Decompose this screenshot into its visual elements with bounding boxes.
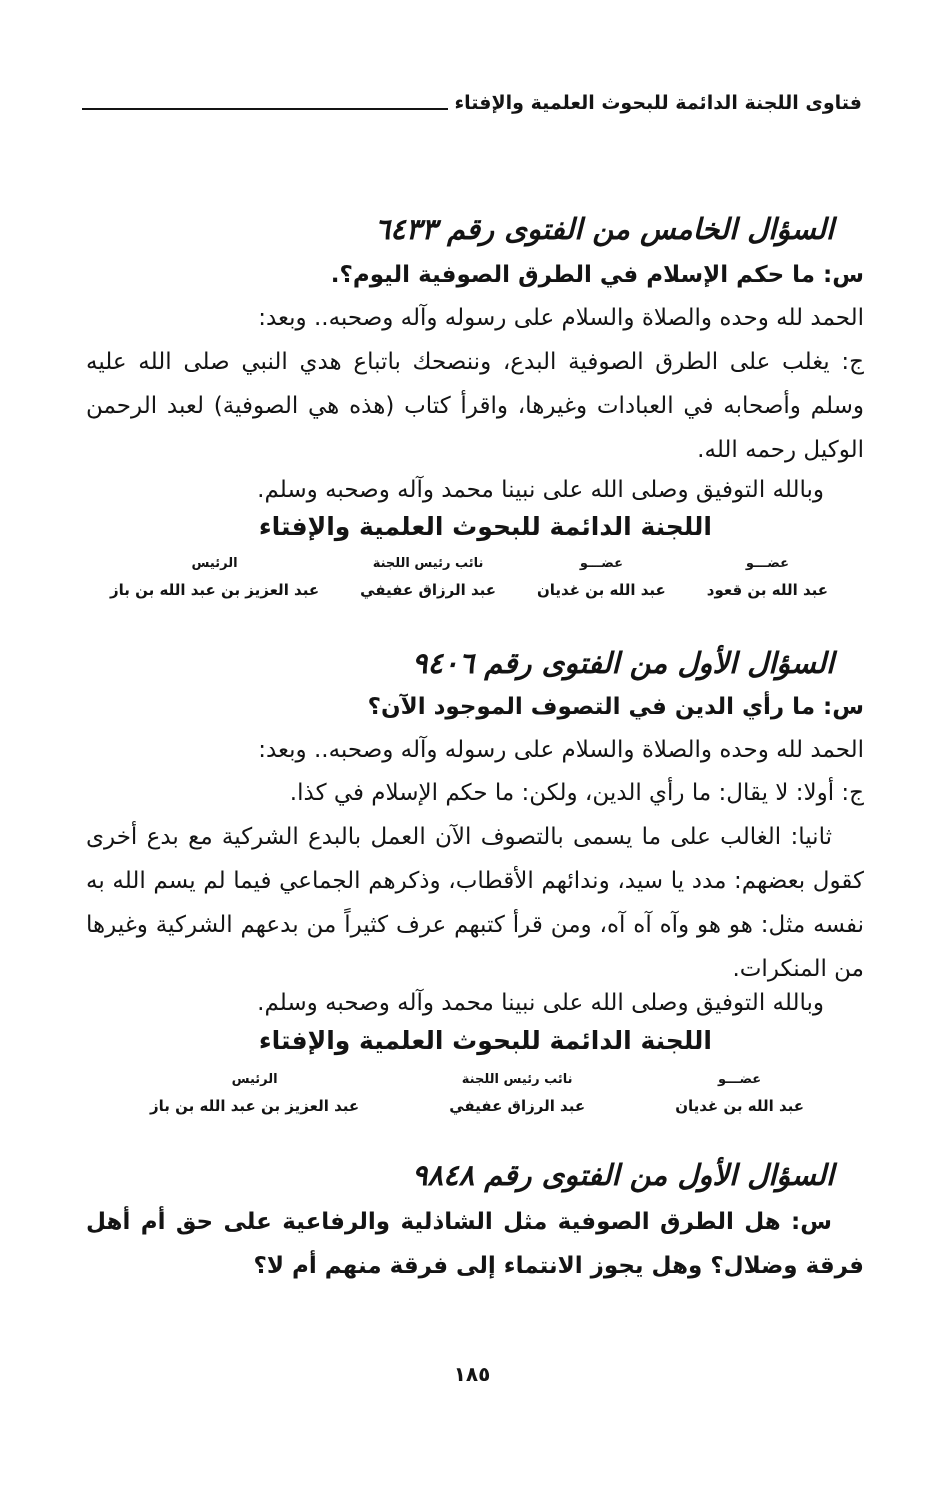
signatory-name: عبد الرزاق عفيفي <box>449 1097 586 1115</box>
running-header-rule <box>82 108 448 110</box>
committee-name: اللجنة الدائمة للبحوث العلمية والإفتاء <box>258 512 712 541</box>
running-header-title: فتاوى اللجنة الدائمة للبحوث العلمية والإفتاء <box>454 92 862 114</box>
signatory-name: عبد الرزاق عفيفي <box>360 581 496 599</box>
signatory <box>360 556 496 599</box>
fatwa-heading: السؤال الأول من الفتوى رقم ٩٤٠٦ <box>411 646 834 680</box>
signatory-name: عبد الله بن غديان <box>536 581 666 599</box>
running-header <box>82 92 862 114</box>
signatory-role: عضـــو <box>718 1072 762 1087</box>
committee-name: اللجنة الدائمة للبحوث العلمية والإفتاء <box>258 1026 712 1055</box>
signatory <box>150 1072 359 1115</box>
signatory-role: الرئيس <box>231 1072 278 1087</box>
signatory <box>449 1072 585 1115</box>
praise-text: الحمد لله وحده والصلاة والسلام على رسوله وآله وصحبه.. وبعد: <box>258 305 864 331</box>
signatory <box>707 556 828 599</box>
answer-text-first: ج: أولا: لا يقال: ما رأي الدين، ولكن: ما حكم الإسلام في كذا. <box>289 780 864 806</box>
signatory-role: عضـــو <box>745 556 789 571</box>
answer-text-second: ثانيا: الغالب على ما يسمى بالتصوف الآن العمل بالبدع الشركية مع بدع أخرى كقول بعضهم: مدد يا سيد، وندائهم الأقطاب، وذكرهم الجماعي فيما لم يسم الله به نفسه مثل: هو هو وآه آه آه، ومن قرأ كتبهم عرف كثيراً من بدعهم الشركية وغيرها من المنكرات. <box>86 824 864 982</box>
answer-text: ج: يغلب على الطرق الصوفية البدع، وننصحك باتباع هدي النبي صلى الله عليه وسلم وأصحابه في العبادات وغيرها، واقرأ كتاب (هذه هي الصوفية) لعبد الرحمن الوكيل رحمه الله. <box>86 349 864 463</box>
question-text: س: ما رأي الدين في التصوف الموجود الآن؟ <box>367 694 864 720</box>
closing-text: وبالله التوفيق وصلى الله على نبينا محمد وآله وصحبه وسلم. <box>257 990 824 1016</box>
signatory-name: عبد الله بن غديان <box>675 1097 804 1115</box>
signatory-role: نائب رئيس اللجنة <box>461 1072 573 1087</box>
signatory-name: عبد الله بن قعود <box>706 581 828 599</box>
question-text: س: ما حكم الإسلام في الطرق الصوفية اليوم؟. <box>330 262 864 288</box>
signatory-role: عضـــو <box>579 556 623 571</box>
closing-text: وبالله التوفيق وصلى الله على نبينا محمد وآله وصحبه وسلم. <box>257 477 824 503</box>
fatwa-heading: السؤال الخامس من الفتوى رقم ٦٤٣٣ <box>374 212 834 246</box>
signatory <box>110 556 319 599</box>
signatory <box>537 556 666 599</box>
signatory-role: نائب رئيس اللجنة <box>372 556 484 571</box>
signatory-role: الرئيس <box>191 556 238 571</box>
signatories-row <box>110 556 828 599</box>
praise-text: الحمد لله وحده والصلاة والسلام على رسوله وآله وصحبه.. وبعد: <box>258 737 864 763</box>
signatories-row <box>150 1072 804 1115</box>
fatwa-heading: السؤال الأول من الفتوى رقم ٩٨٤٨ <box>411 1158 834 1192</box>
question-text: س: هل الطرق الصوفية مثل الشاذلية والرفاعية على حق أم أهل فرقة وضلال؟ وهل يجوز الانتماء إلى فرقة منهم أم لا؟ <box>86 1209 864 1279</box>
signatory-name: عبد العزيز بن عبد الله بن باز <box>150 1097 360 1115</box>
signatory-name: عبد العزيز بن عبد الله بن باز <box>110 581 320 599</box>
signatory <box>675 1072 804 1115</box>
page-number: ١٨٥ <box>453 1362 491 1386</box>
